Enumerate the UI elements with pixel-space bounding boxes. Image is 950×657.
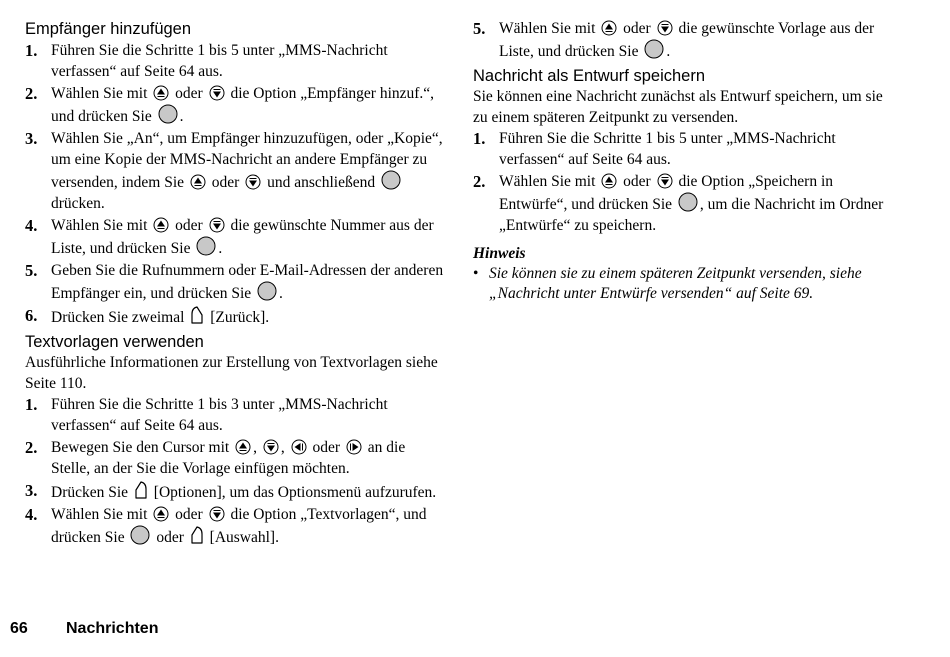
up-key-icon bbox=[153, 217, 169, 233]
steps-empfaenger bbox=[25, 40, 445, 328]
note-text: Sie können sie zu einem späteren Zeitpunkt versenden, siehe „Nachricht unter Entwürfe versenden“ auf Seite 69. bbox=[489, 265, 862, 302]
intro-entwurf: Sie können eine Nachricht zunächst als Entwurf speichern, um sie zu einem späteren Zeitpunkt zu versenden. bbox=[473, 88, 883, 126]
note-item bbox=[473, 264, 893, 304]
right-column bbox=[473, 18, 893, 304]
right-key-icon bbox=[346, 439, 362, 455]
step-item: 1. Führen Sie die Schritte 1 bis 3 unter „MMS-Nachricht verfassen“ auf Seite 64 aus. bbox=[25, 395, 388, 434]
down-key-icon bbox=[245, 174, 261, 190]
page-number: 66 bbox=[10, 620, 28, 637]
step-item: 1. Führen Sie die Schritte 1 bis 5 unter „MMS-Nachricht verfassen“ auf Seite 64 aus. bbox=[25, 41, 388, 80]
left-key-icon bbox=[291, 439, 307, 455]
up-key-icon bbox=[190, 174, 206, 190]
heading-textvorlagen: Textvorlagen verwenden bbox=[25, 333, 204, 351]
up-key-icon bbox=[235, 439, 251, 455]
left-softkey-icon bbox=[134, 480, 148, 500]
step-item: 2. Wählen Sie mit oder die Option „Speichern in Entwürfe“, und drücken Sie , um die Nachricht im Ordner „Entwürfe“ zu speichern. bbox=[473, 172, 884, 234]
center-key-icon bbox=[678, 192, 698, 212]
up-key-icon bbox=[153, 85, 169, 101]
down-key-icon bbox=[657, 173, 673, 189]
heading-entwurf-speichern: Nachricht als Entwurf speichern bbox=[473, 67, 706, 85]
step-item: 5. Geben Sie die Rufnummern oder E-Mail-Adressen der anderen Empfänger ein, und drücken Sie . bbox=[25, 261, 444, 302]
step-item: 1. Führen Sie die Schritte 1 bis 5 unter „MMS-Nachricht verfassen“ auf Seite 64 aus. bbox=[473, 129, 836, 168]
down-key-icon bbox=[209, 85, 225, 101]
center-key-icon bbox=[381, 170, 401, 190]
center-key-icon bbox=[196, 236, 216, 256]
step-item: 5. Wählen Sie mit oder die gewünschte Vorlage aus der Liste, und drücken Sie . bbox=[473, 19, 875, 60]
down-key-icon bbox=[209, 506, 225, 522]
step-item: 3. Drücken Sie [Optionen], um das Optionsmenü aufzurufen. bbox=[25, 481, 437, 501]
center-key-icon bbox=[158, 104, 178, 124]
center-key-icon bbox=[130, 525, 150, 545]
step-item: 4. Wählen Sie mit oder die Option „Textvorlagen“, und drücken Sie oder [Auswahl]. bbox=[25, 505, 427, 546]
up-key-icon bbox=[153, 506, 169, 522]
step-item: 6. Drücken Sie zweimal [Zurück]. bbox=[25, 306, 270, 326]
down-key-icon bbox=[263, 439, 279, 455]
steps-textvorlagen-continued bbox=[473, 18, 893, 62]
left-column bbox=[25, 18, 445, 549]
down-key-icon bbox=[657, 20, 673, 36]
step-item: 4. Wählen Sie mit oder die gewünschte Nummer aus der Liste, und drücken Sie . bbox=[25, 216, 434, 257]
right-softkey-icon bbox=[190, 305, 204, 325]
center-key-icon bbox=[644, 39, 664, 59]
step-item: 3. Wählen Sie „An“, um Empfänger hinzuzufügen, oder „Kopie“, um eine Kopie der MMS-Nachricht an andere Empfänger zu versenden, indem Sie oder und anschließend drücken. bbox=[25, 129, 443, 212]
center-key-icon bbox=[257, 281, 277, 301]
left-softkey-icon bbox=[190, 525, 204, 545]
bullet: • bbox=[473, 265, 479, 282]
down-key-icon bbox=[209, 217, 225, 233]
step-item: 2. Wählen Sie mit oder die Option „Empfänger hinzuf.“, und drücken Sie . bbox=[25, 84, 435, 125]
note-title: Hinweis bbox=[473, 245, 526, 262]
intro-textvorlagen: Ausführliche Informationen zur Erstellung von Textvorlagen siehe Seite 110. bbox=[25, 354, 438, 392]
steps-textvorlagen bbox=[25, 394, 445, 548]
section-name: Nachrichten bbox=[66, 620, 159, 637]
up-key-icon bbox=[601, 173, 617, 189]
step-item: 2. Bewegen Sie den Cursor mit , , oder an die Stelle, an der Sie die Vorlage einfügen möchten. bbox=[25, 438, 406, 477]
heading-empfaenger-hinzufuegen: Empfänger hinzufügen bbox=[25, 20, 192, 38]
steps-entwurf bbox=[473, 128, 893, 236]
page-footer bbox=[10, 620, 158, 638]
up-key-icon bbox=[601, 20, 617, 36]
